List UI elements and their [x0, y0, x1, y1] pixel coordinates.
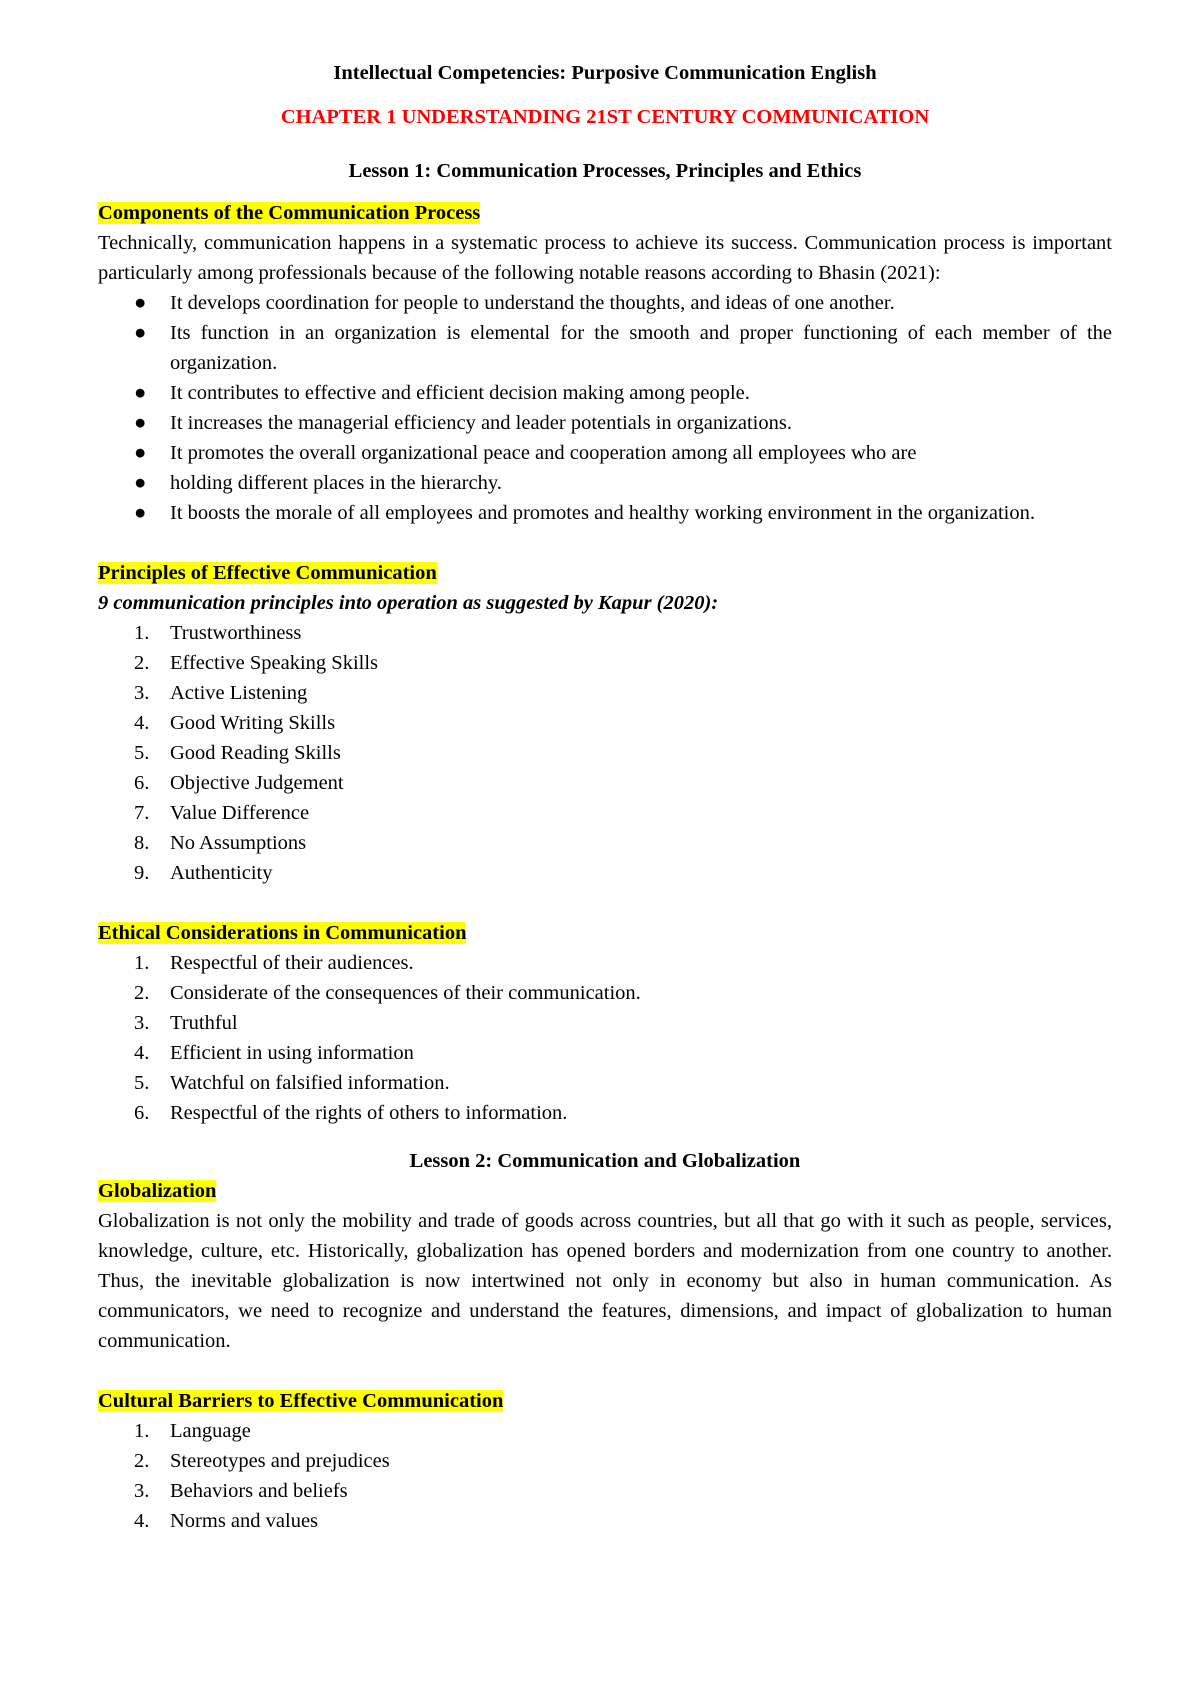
list-item: 6. Objective Judgement [134, 772, 344, 794]
bullet-icon: ● [134, 382, 147, 404]
lesson-2-title: Lesson 2: Communication and Globalization [409, 1150, 801, 1172]
list-item: 9. Authenticity [134, 862, 273, 884]
bullet-item: ● It contributes to effective and efficient decision making among people. [98, 378, 1112, 408]
list-item: 1. Trustworthiness [134, 622, 302, 644]
list-item: 4. Efficient in using information [134, 1042, 414, 1064]
components-heading [98, 198, 1112, 228]
bullet-item: ● It increases the managerial efficiency and leader potentials in organizations. [98, 408, 1112, 438]
list-item: 8. No Assumptions [134, 832, 307, 854]
bullet-item: ● It boosts the morale of all employees and promotes and healthy working environment in the organization. [98, 498, 1112, 528]
bullet-icon: ● [134, 322, 147, 344]
document-title: Intellectual Competencies: Purposive Communication English [333, 62, 877, 84]
bullet-icon: ● [134, 502, 147, 524]
lesson-1-title: Lesson 1: Communication Processes, Principles and Ethics [348, 160, 862, 182]
globalization-body: Globalization is not only the mobility and trade of goods across countries, but all that go with it such as people, services, knowledge, culture, etc. Historically, globalization has opened borders and modernization from one country to another. Thus, the inevitable globalization is now intertwined not only in economy but also in human communication. As communicators, we need to recognize and understand the features, dimensions, and impact of globalization to human communication. [98, 1210, 1112, 1352]
bullet-item: ● It develops coordination for people to understand the thoughts, and ideas of one another. [98, 288, 1112, 318]
list-item: 5. Watchful on falsified information. [134, 1072, 450, 1094]
list-item: 2. Stereotypes and prejudices [134, 1450, 390, 1472]
principles-subheading: 9 communication principles into operation as suggested by Kapur (2020): [98, 592, 719, 614]
chapter-title: CHAPTER 1 UNDERSTANDING 21ST CENTURY COMMUNICATION [280, 106, 930, 128]
list-item: 3. Active Listening [134, 682, 308, 704]
principles-heading-text: Principles of Effective Communication [98, 562, 437, 584]
bullet-icon: ● [134, 442, 147, 464]
components-heading-text: Components of the Communication Process [98, 202, 481, 224]
globalization-heading [98, 1176, 1112, 1206]
ethics-heading-text: Ethical Considerations in Communication [98, 922, 467, 944]
list-item: 7. Value Difference [134, 802, 310, 824]
ethics-heading [98, 918, 1112, 948]
list-item: 1. Respectful of their audiences. [134, 952, 414, 974]
principles-heading [98, 558, 1112, 588]
components-bullet-list [98, 288, 1112, 528]
components-body: Technically, communication happens in a systematic process to achieve its success. Communication process is important particularly among professionals because of the following notable reasons according to Bhasin (2021): [98, 232, 1112, 284]
bullet-item: ● Its function in an organization is elemental for the smooth and proper functioning of each member of the organization. [98, 318, 1112, 378]
list-item: 4. Good Writing Skills [134, 712, 336, 734]
barriers-list [98, 1416, 1112, 1536]
bullet-item: ● holding different places in the hierarchy. [98, 468, 1112, 498]
bullet-item: ● It promotes the overall organizational peace and cooperation among all employees who are [98, 438, 1112, 468]
bullet-icon: ● [134, 412, 147, 434]
ethics-list [98, 948, 1112, 1128]
list-item: 3. Behaviors and beliefs [134, 1480, 348, 1502]
barriers-heading [98, 1386, 1112, 1416]
bullet-icon: ● [134, 472, 147, 494]
list-item: 3. Truthful [134, 1012, 238, 1034]
principles-list [98, 618, 1112, 888]
list-item: 2. Effective Speaking Skills [134, 652, 379, 674]
barriers-heading-text: Cultural Barriers to Effective Communication [98, 1390, 504, 1412]
list-item: 6. Respectful of the rights of others to information. [134, 1102, 568, 1124]
list-item: 1. Language [134, 1420, 251, 1442]
list-item: 5. Good Reading Skills [134, 742, 341, 764]
list-item: 4. Norms and values [134, 1510, 319, 1532]
globalization-heading-text: Globalization [98, 1180, 217, 1202]
bullet-icon: ● [134, 292, 147, 314]
list-item: 2. Considerate of the consequences of their communication. [134, 982, 641, 1004]
